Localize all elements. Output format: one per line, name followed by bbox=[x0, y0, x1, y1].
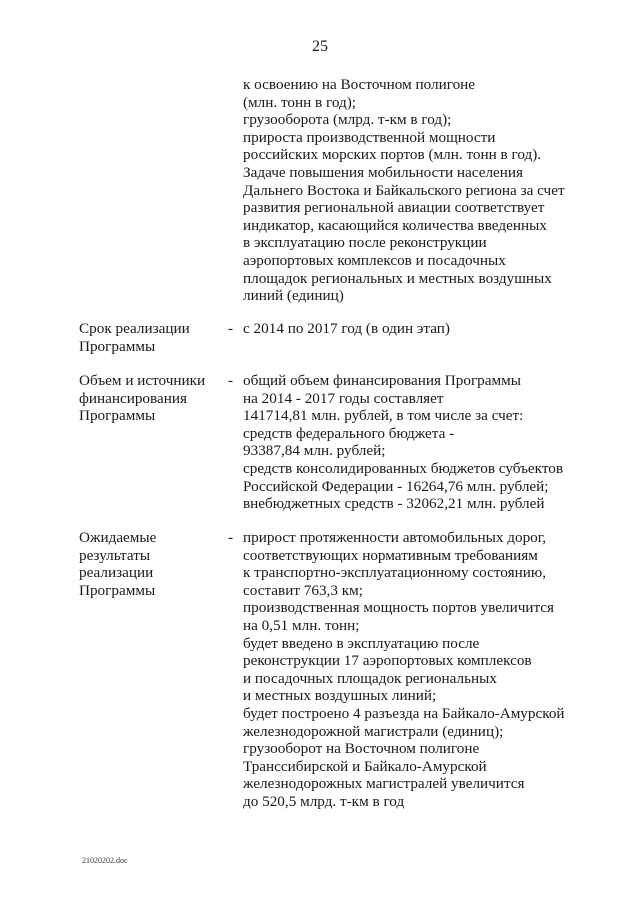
results-value-line: к транспортно-эксплуатационному состоянию, bbox=[243, 564, 546, 582]
funding-label bbox=[79, 372, 219, 425]
results-value bbox=[243, 529, 603, 811]
intro-line: развития региональной авиации соответствует bbox=[243, 199, 545, 217]
term-label bbox=[79, 320, 219, 355]
results-value-line: Транссибирской и Байкало-Амурской bbox=[243, 757, 487, 775]
results-label-line: Ожидаемые bbox=[79, 529, 157, 546]
results-dash: - bbox=[228, 529, 234, 546]
funding-value bbox=[243, 372, 603, 513]
term-value-line: с 2014 по 2017 год (в один этап) bbox=[243, 320, 450, 337]
intro-text bbox=[243, 76, 603, 305]
results-value-line: грузооборот на Восточном полигоне bbox=[243, 740, 480, 758]
results-label-line: реализации bbox=[79, 564, 154, 582]
funding-dash: - bbox=[228, 372, 234, 389]
funding-label-line: Программы bbox=[79, 407, 156, 425]
intro-line: Дальнего Востока и Байкальского региона за счет bbox=[243, 181, 565, 199]
results-value-line: будет введено в эксплуатацию после bbox=[243, 634, 480, 652]
funding-label-line: финансирования bbox=[79, 389, 187, 407]
term-label-line: Срок реализации bbox=[79, 320, 190, 337]
intro-line: (млн. тонн в год); bbox=[243, 93, 357, 111]
results-value-line: соответствующих нормативным требованиям bbox=[243, 546, 538, 564]
page-number: 25 bbox=[312, 38, 328, 55]
results-value-line: железнодорожных магистралей увеличится bbox=[243, 775, 525, 793]
funding-value-line: 93387,84 млн. рублей; bbox=[243, 442, 386, 460]
term-label-line: Программы bbox=[79, 337, 156, 355]
intro-line: грузооборота (млрд. т-км в год); bbox=[243, 111, 452, 129]
results-value-line: производственная мощность портов увеличится bbox=[243, 599, 555, 617]
footer-filename: 21020202.doc bbox=[82, 856, 128, 865]
intro-line: площадок региональных и местных воздушных bbox=[243, 269, 552, 287]
results-value-line: на 0,51 млн. тонн; bbox=[243, 616, 360, 634]
intro-line: прироста производственной мощности bbox=[243, 128, 496, 146]
intro-line: линий (единиц) bbox=[243, 287, 344, 305]
results-value-line: железнодорожной магистрали (единиц); bbox=[243, 722, 504, 740]
intro-line: индикатор, касающийся количества введенных bbox=[243, 216, 547, 234]
funding-value-line: Российской Федерации - 16264,76 млн. рублей; bbox=[243, 477, 549, 495]
funding-value-line: 141714,81 млн. рублей, в том числе за счет: bbox=[243, 407, 524, 425]
results-value-line: прирост протяженности автомобильных дорог, bbox=[243, 529, 547, 546]
funding-value-line: внебюджетных средств - 32062,21 млн. рублей bbox=[243, 495, 545, 513]
results-value-line: до 520,5 млрд. т-км в год bbox=[243, 792, 405, 810]
intro-line: Задаче повышения мобильности населения bbox=[243, 163, 524, 181]
results-value-line: составит 763,3 км; bbox=[243, 581, 363, 599]
term-dash: - bbox=[228, 320, 234, 337]
results-value-line: реконструкции 17 аэропортовых комплексов bbox=[243, 652, 532, 670]
intro-line: в эксплуатацию после реконструкции bbox=[243, 234, 487, 252]
funding-value-line: средств консолидированных бюджетов субъектов bbox=[243, 459, 564, 477]
results-value-line: будет построено 4 разъезда на Байкало-Амурской bbox=[243, 704, 565, 722]
intro-line: аэропортовых комплексов и посадочных bbox=[243, 251, 506, 269]
results-label bbox=[79, 529, 219, 599]
funding-value-line: на 2014 - 2017 годы составляет bbox=[243, 389, 444, 407]
funding-value-line: средств федерального бюджета - bbox=[243, 424, 455, 442]
intro-line: к освоению на Восточном полигоне bbox=[243, 76, 476, 93]
results-label-line: Программы bbox=[79, 581, 156, 599]
intro-line: российских морских портов (млн. тонн в год). bbox=[243, 146, 542, 164]
term-value bbox=[243, 320, 603, 338]
funding-label-line: Объем и источники bbox=[79, 372, 206, 389]
results-label-line: результаты bbox=[79, 546, 151, 564]
funding-value-line: общий объем финансирования Программы bbox=[243, 372, 521, 389]
results-value-line: и посадочных площадок региональных bbox=[243, 669, 497, 687]
results-value-line: и местных воздушных линий; bbox=[243, 687, 437, 705]
